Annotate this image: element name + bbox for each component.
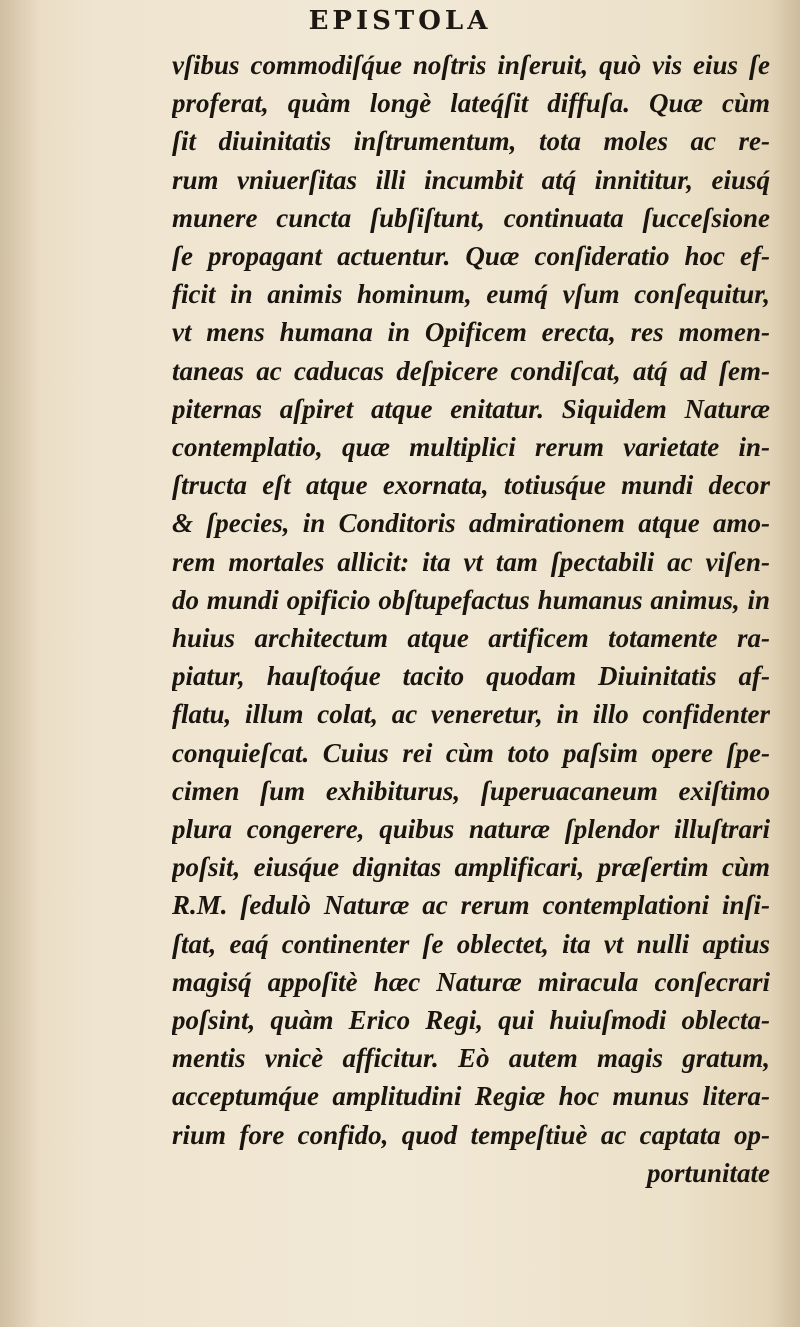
text-line: huius architectum atque artificem totamente ra- bbox=[172, 623, 770, 654]
text-line: ficit in animis hominum, eumq́ vſum conſequitur, bbox=[172, 279, 770, 310]
text-line: contemplatio, quæ multiplici rerum varietate in- bbox=[172, 432, 770, 463]
text-line: ſe propagant actuentur. Quæ conſideratio hoc ef- bbox=[172, 241, 770, 272]
text-line: acceptumq́ue amplitudini Regiæ hoc munus litera- bbox=[172, 1081, 770, 1112]
text-line: rum vniuerſitas illi incumbit atq́ innititur, eiusq́ bbox=[172, 164, 770, 195]
text-line: & ſpecies, in Conditoris admirationem atque amo- bbox=[172, 508, 770, 539]
text-line: R.M. ſedulò Naturæ ac rerum contemplationi inſi- bbox=[172, 890, 770, 921]
text-line: ſtructa eſt atque exornata, totiusq́ue mundi decor bbox=[172, 470, 770, 501]
text-line: ſtat, eaq́ continenter ſe oblectet, ita vt nulli aptius bbox=[172, 928, 770, 959]
text-line: vt mens humana in Opificem erecta, res momen- bbox=[172, 317, 770, 348]
text-line: poſsint, quàm Erico Regi, qui huiuſmodi oblecta- bbox=[172, 1005, 770, 1036]
text-line: do mundi opificio obſtupefactus humanus animus, in bbox=[172, 584, 770, 615]
text-line: cimen ſum exhibiturus, ſuperuacaneum exiſtimo bbox=[172, 775, 770, 806]
text-line: mentis vnicè afficitur. Eò autem magis gratum, bbox=[172, 1043, 770, 1074]
text-line: piatur, hauſtoq́ue tacito quodam Diuinitatis af- bbox=[172, 661, 770, 692]
text-line: flatu, illum colat, ac veneretur, in illo confidenter bbox=[172, 699, 770, 730]
text-line: poſsit, eiusq́ue dignitas amplificari, præſertim cùm bbox=[172, 852, 770, 883]
text-line: taneas ac caducas deſpicere condiſcat, atq́ ad ſem- bbox=[172, 355, 770, 386]
text-line: proferat, quàm longè lateq́ſit diffuſa. Quæ cùm bbox=[172, 88, 770, 119]
text-line: vſibus commodiſq́ue noſtris inſeruit, quò vis eius ſe bbox=[172, 50, 770, 80]
body-text bbox=[172, 46, 770, 1192]
running-head: EPISTOLA bbox=[308, 6, 492, 36]
text-line: magisq́ appoſitè hæc Naturæ miracula conſecrari bbox=[172, 966, 770, 997]
text-line: munere cuncta ſubſiſtunt, continuata ſucceſsione bbox=[172, 202, 770, 233]
text-line: ſit diuinitatis inſtrumentum, tota moles ac re- bbox=[172, 126, 770, 157]
catchword-line: portunitate bbox=[646, 1157, 770, 1188]
text-line: rium fore confido, quod tempeſtiuè ac captata op- bbox=[172, 1119, 770, 1150]
text-line: rem mortales allicit: ita vt tam ſpectabili ac viſen- bbox=[172, 546, 770, 577]
text-line: piternas aſpiret atque enitatur. Siquidem Naturæ bbox=[172, 393, 770, 424]
text-line: plura congerere, quibus naturæ ſplendor illuſtrari bbox=[172, 814, 770, 845]
text-line: conquieſcat. Cuius rei cùm toto paſsim opere ſpe- bbox=[172, 737, 770, 768]
